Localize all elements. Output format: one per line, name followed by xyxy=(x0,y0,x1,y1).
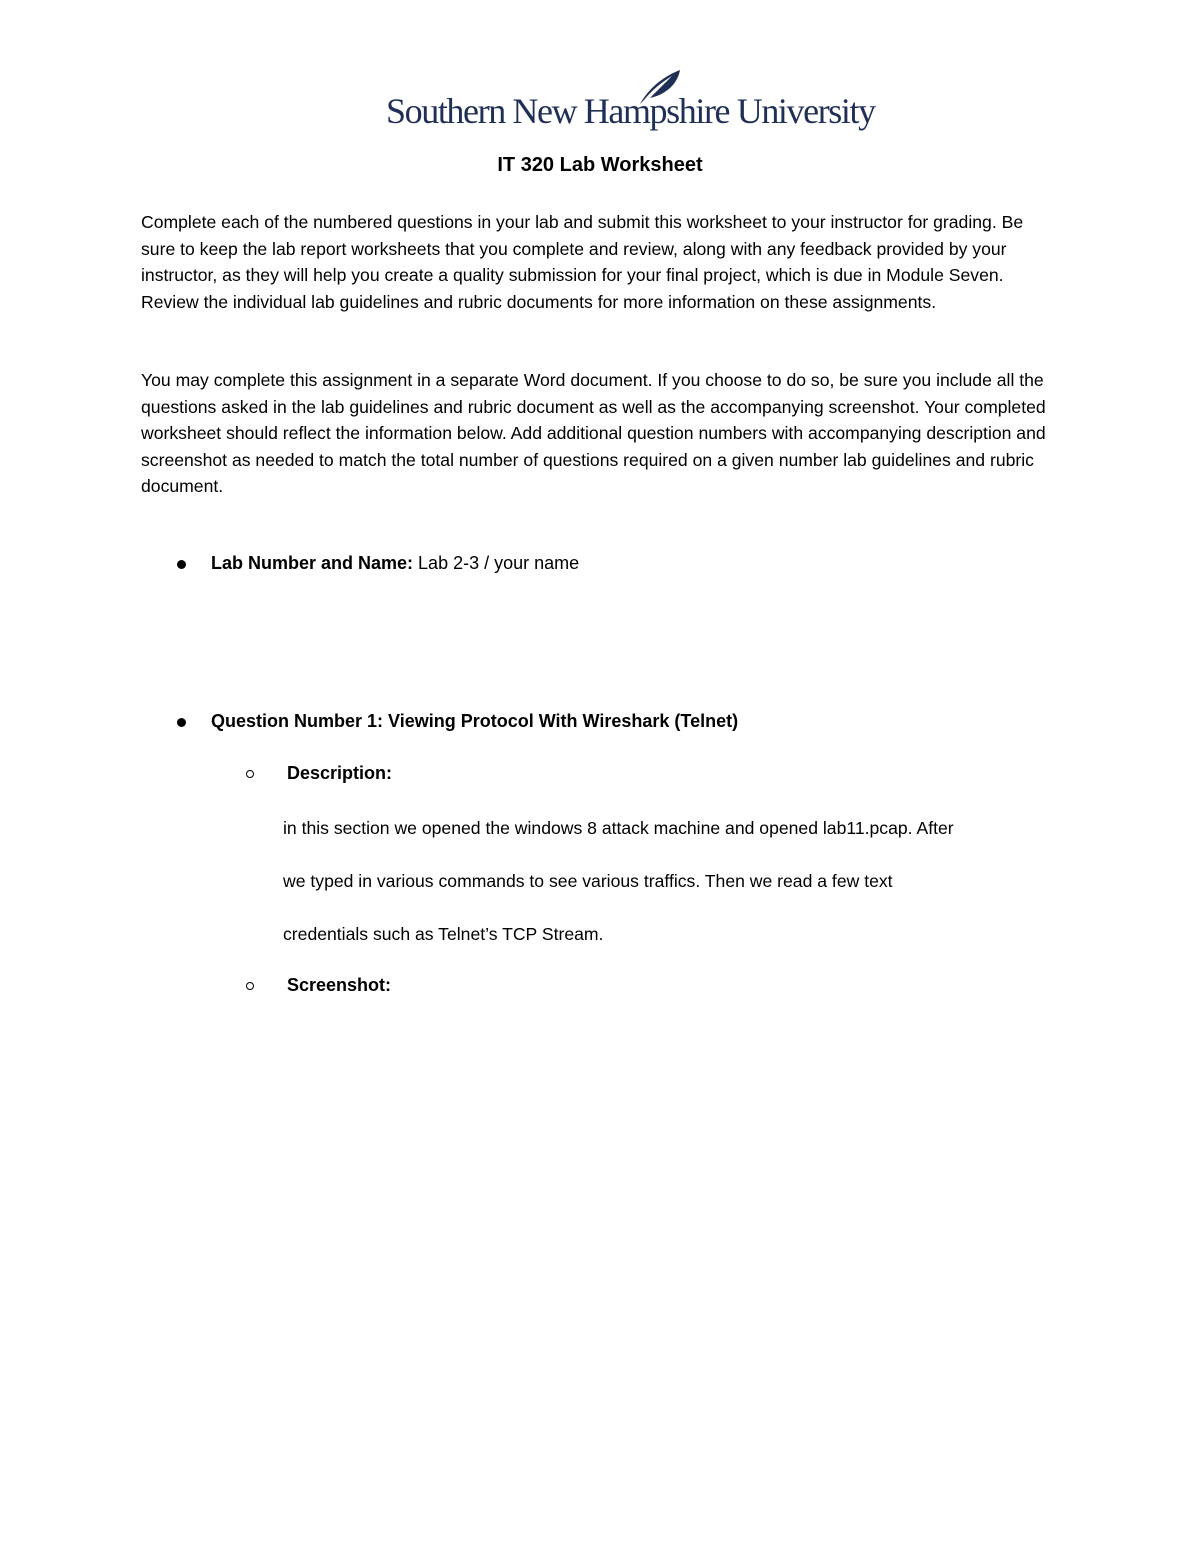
logo-wordmark: Southern New Hampshire University xyxy=(386,91,875,131)
lab-label: Lab Number and Name: xyxy=(211,553,414,573)
bullet-dot-icon xyxy=(177,560,186,569)
circle-bullet-icon xyxy=(246,982,254,990)
page-title: IT 320 Lab Worksheet xyxy=(497,154,703,176)
screenshot-label: Screenshot: xyxy=(287,975,392,995)
lab-line xyxy=(211,553,579,574)
bullet-dot-icon xyxy=(177,718,186,727)
description-label: Description: xyxy=(287,763,393,783)
circle-bullet-icon xyxy=(246,770,254,778)
description-line: we typed in various commands to see various traffics. Then we read a few text xyxy=(283,871,893,891)
description-line: credentials such as Telnet’s TCP Stream. xyxy=(283,924,604,944)
intro-paragraph-1: Complete each of the numbered questions in your lab and submit this worksheet to your instructor for grading. Be sure to keep the lab report worksheets that you complete and review, along with any feedback provided by your instructor, as they will help you create a quality submission for your final project, which is due in Module Seven. Review the individual lab guidelines and rubric documents for more information on these assignments. xyxy=(141,212,1024,312)
university-logo xyxy=(386,68,875,136)
question-heading: Question Number 1: Viewing Protocol With Wireshark (Telnet) xyxy=(211,711,739,731)
description-line: in this section we opened the windows 8 attack machine and opened lab11.pcap. After xyxy=(283,818,954,838)
intro-paragraph-2: You may complete this assignment in a separate Word document. If you choose to do so, be sure you include all the questions asked in the lab guidelines and rubric document as well as the accompanying screenshot. Your completed worksheet should reflect the information below. Add additional question numbers with accompanying description and screenshot as needed to match the total number of questions required on a given number lab guidelines and rubric document. xyxy=(141,370,1046,496)
lab-value: Lab 2-3 / your name xyxy=(413,553,580,573)
